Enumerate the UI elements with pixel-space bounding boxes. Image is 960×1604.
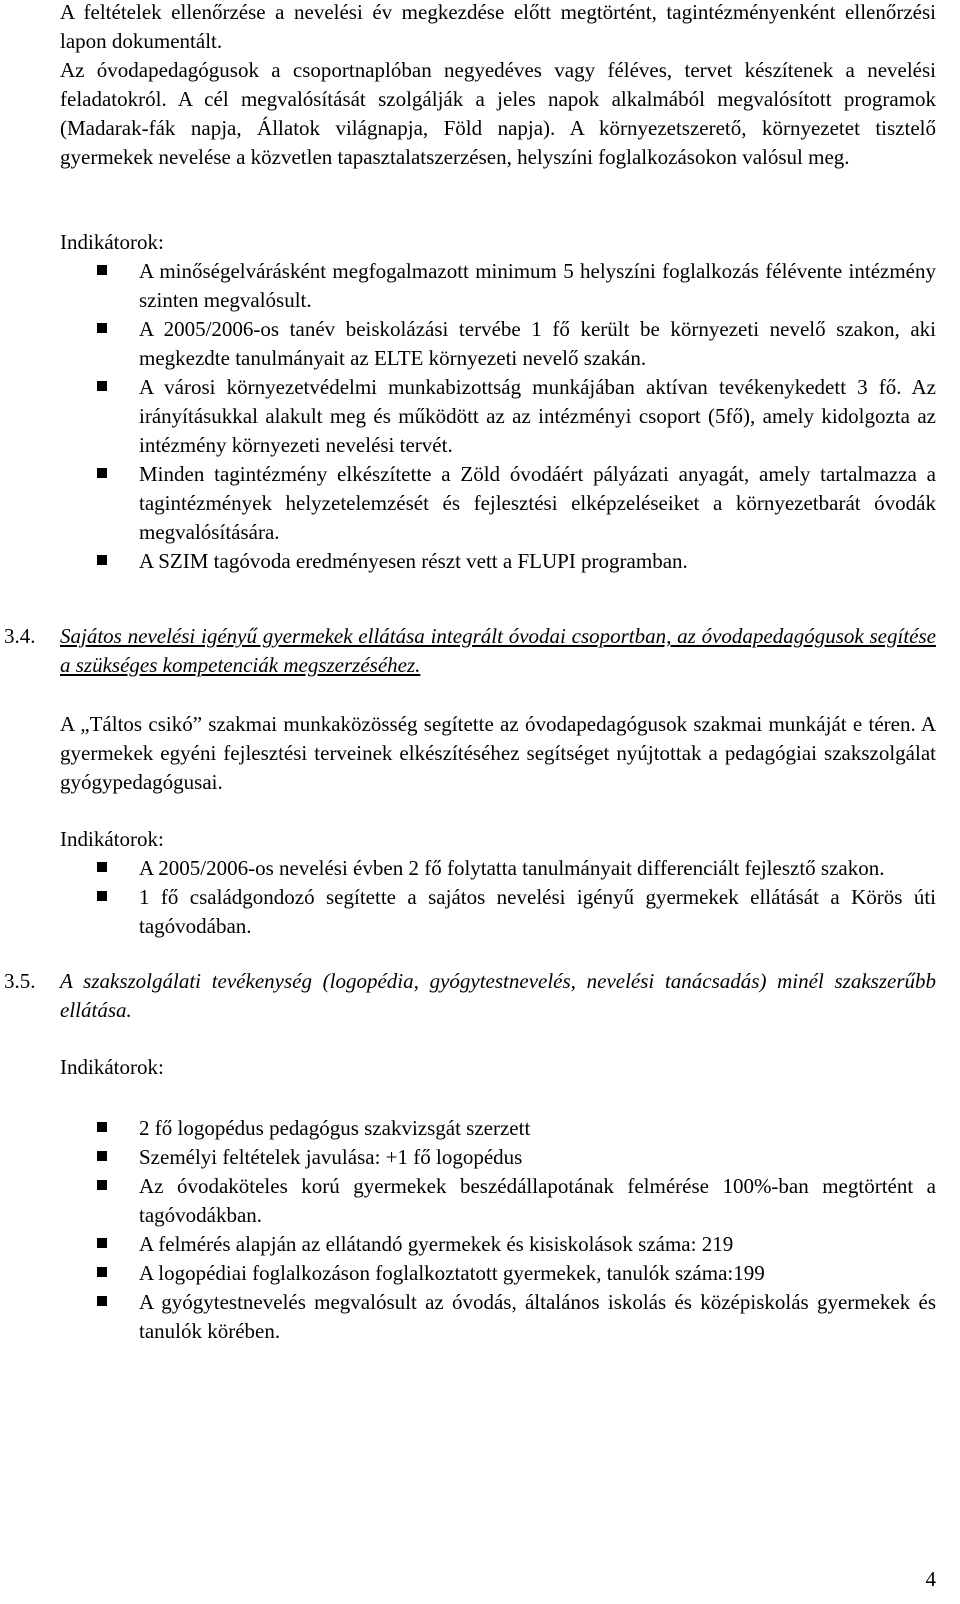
- list-item: A 2005/2006-os nevelési évben 2 fő folytatta tanulmányait differenciált fejlesztő szakon.: [139, 854, 936, 883]
- indicators-label-1: Indikátorok:: [60, 230, 164, 254]
- section-3-5-heading: [4, 967, 936, 1025]
- list-item: A felmérés alapján az ellátandó gyermekek és kisiskolások száma: 219: [139, 1230, 936, 1259]
- indicator-list-2: [60, 854, 936, 941]
- list-item: Az óvodaköteles korú gyermekek beszédállapotának felmérése 100%-ban megtörtént a tagóvodákban.: [139, 1172, 936, 1230]
- list-item: 1 fő családgondozó segítette a sajátos nevelési igényű gyermekek ellátását a Körös úti tagóvodában.: [139, 883, 936, 941]
- list-item: A SZIM tagóvoda eredményesen részt vett a FLUPI programban.: [139, 547, 936, 576]
- intro-paragraph-1: A feltételek ellenőrzése a nevelési év megkezdése előtt megtörtént, tagintézményenként ellenőrzési lapon dokumentált.: [60, 0, 936, 53]
- document-page: [4, 0, 936, 1346]
- indicators-label-2: Indikátorok:: [60, 827, 164, 851]
- page-number: 4: [925, 1567, 936, 1591]
- section-3-4-paragraph: A „Táltos csikó” szakmai munkaközösség segítette az óvodapedagógusok szakmai munkáját e téren. A gyermekek egyéni fejlesztési terveinek elkészítéséhez segítséget nyújtottak a pedagógiai szakszolgálat gyógypedagógusai.: [60, 712, 936, 794]
- intro-paragraph-2: Az óvodapedagógusok a csoportnaplóban negyedéves vagy féléves, tervet készítenek a nevelési feladatokról. A cél megvalósítását szolgálják a jeles napok alkalmából megvalósított programok (Madarak-fák napja, Állatok világnapja, Föld napja). A környezetszerető, környezetet tisztelő gyermekek nevelése a közvetlen tapasztalatszerzésen, helyszíni foglalkozásokon valósul meg.: [60, 58, 936, 169]
- list-item: A gyógytestnevelés megvalósult az óvodás, általános iskolás és középiskolás gyermekek és tanulók körében.: [139, 1288, 936, 1346]
- indicators-label-3: Indikátorok:: [60, 1055, 164, 1079]
- section-title: Sajátos nevelési igényű gyermekek ellátása integrált óvodai csoportban, az óvodapedagógusok segítése a szükséges kompetenciák megszerzéséhez.: [60, 624, 936, 677]
- list-item: Minden tagintézmény elkészítette a Zöld óvodáért pályázati anyagát, amely tartalmazza a tagintézmények helyzetelemzését és fejlesztési elképzeléseiket a környezetbarát óvodák megvalósítására.: [139, 460, 936, 547]
- indicator-list-3: [60, 1114, 936, 1346]
- list-item: A logopédiai foglalkozáson foglalkoztatott gyermekek, tanulók száma:199: [139, 1259, 936, 1288]
- list-item: Személyi feltételek javulása: +1 fő logopédus: [139, 1143, 936, 1172]
- section-number: 3.5.: [4, 969, 36, 993]
- list-item: A városi környezetvédelmi munkabizottság munkájában aktívan tevékenykedett 3 fő. Az irányításukkal alakult meg és működött az az intézményi csoport (5fő), amely kidolgozta az intézmény környezeti nevelési tervét.: [139, 373, 936, 460]
- list-item: A 2005/2006-os tanév beiskolázási tervébe 1 fő került be környezeti nevelő szakon, aki megkezdte tanulmányait az ELTE környezeti nevelő szakán.: [139, 315, 936, 373]
- section-title: A szakszolgálati tevékenység (logopédia, gyógytestnevelés, nevelési tanácsadás) minél szakszerűbb ellátása.: [60, 969, 936, 1022]
- section-3-4-heading: [4, 622, 936, 680]
- list-item: A minőségelvárásként megfogalmazott minimum 5 helyszíni foglalkozás félévente intézmény szinten megvalósult.: [139, 257, 936, 315]
- list-item: 2 fő logopédus pedagógus szakvizsgát szerzett: [139, 1114, 936, 1143]
- section-number: 3.4.: [4, 624, 36, 648]
- indicator-list-1: [60, 257, 936, 576]
